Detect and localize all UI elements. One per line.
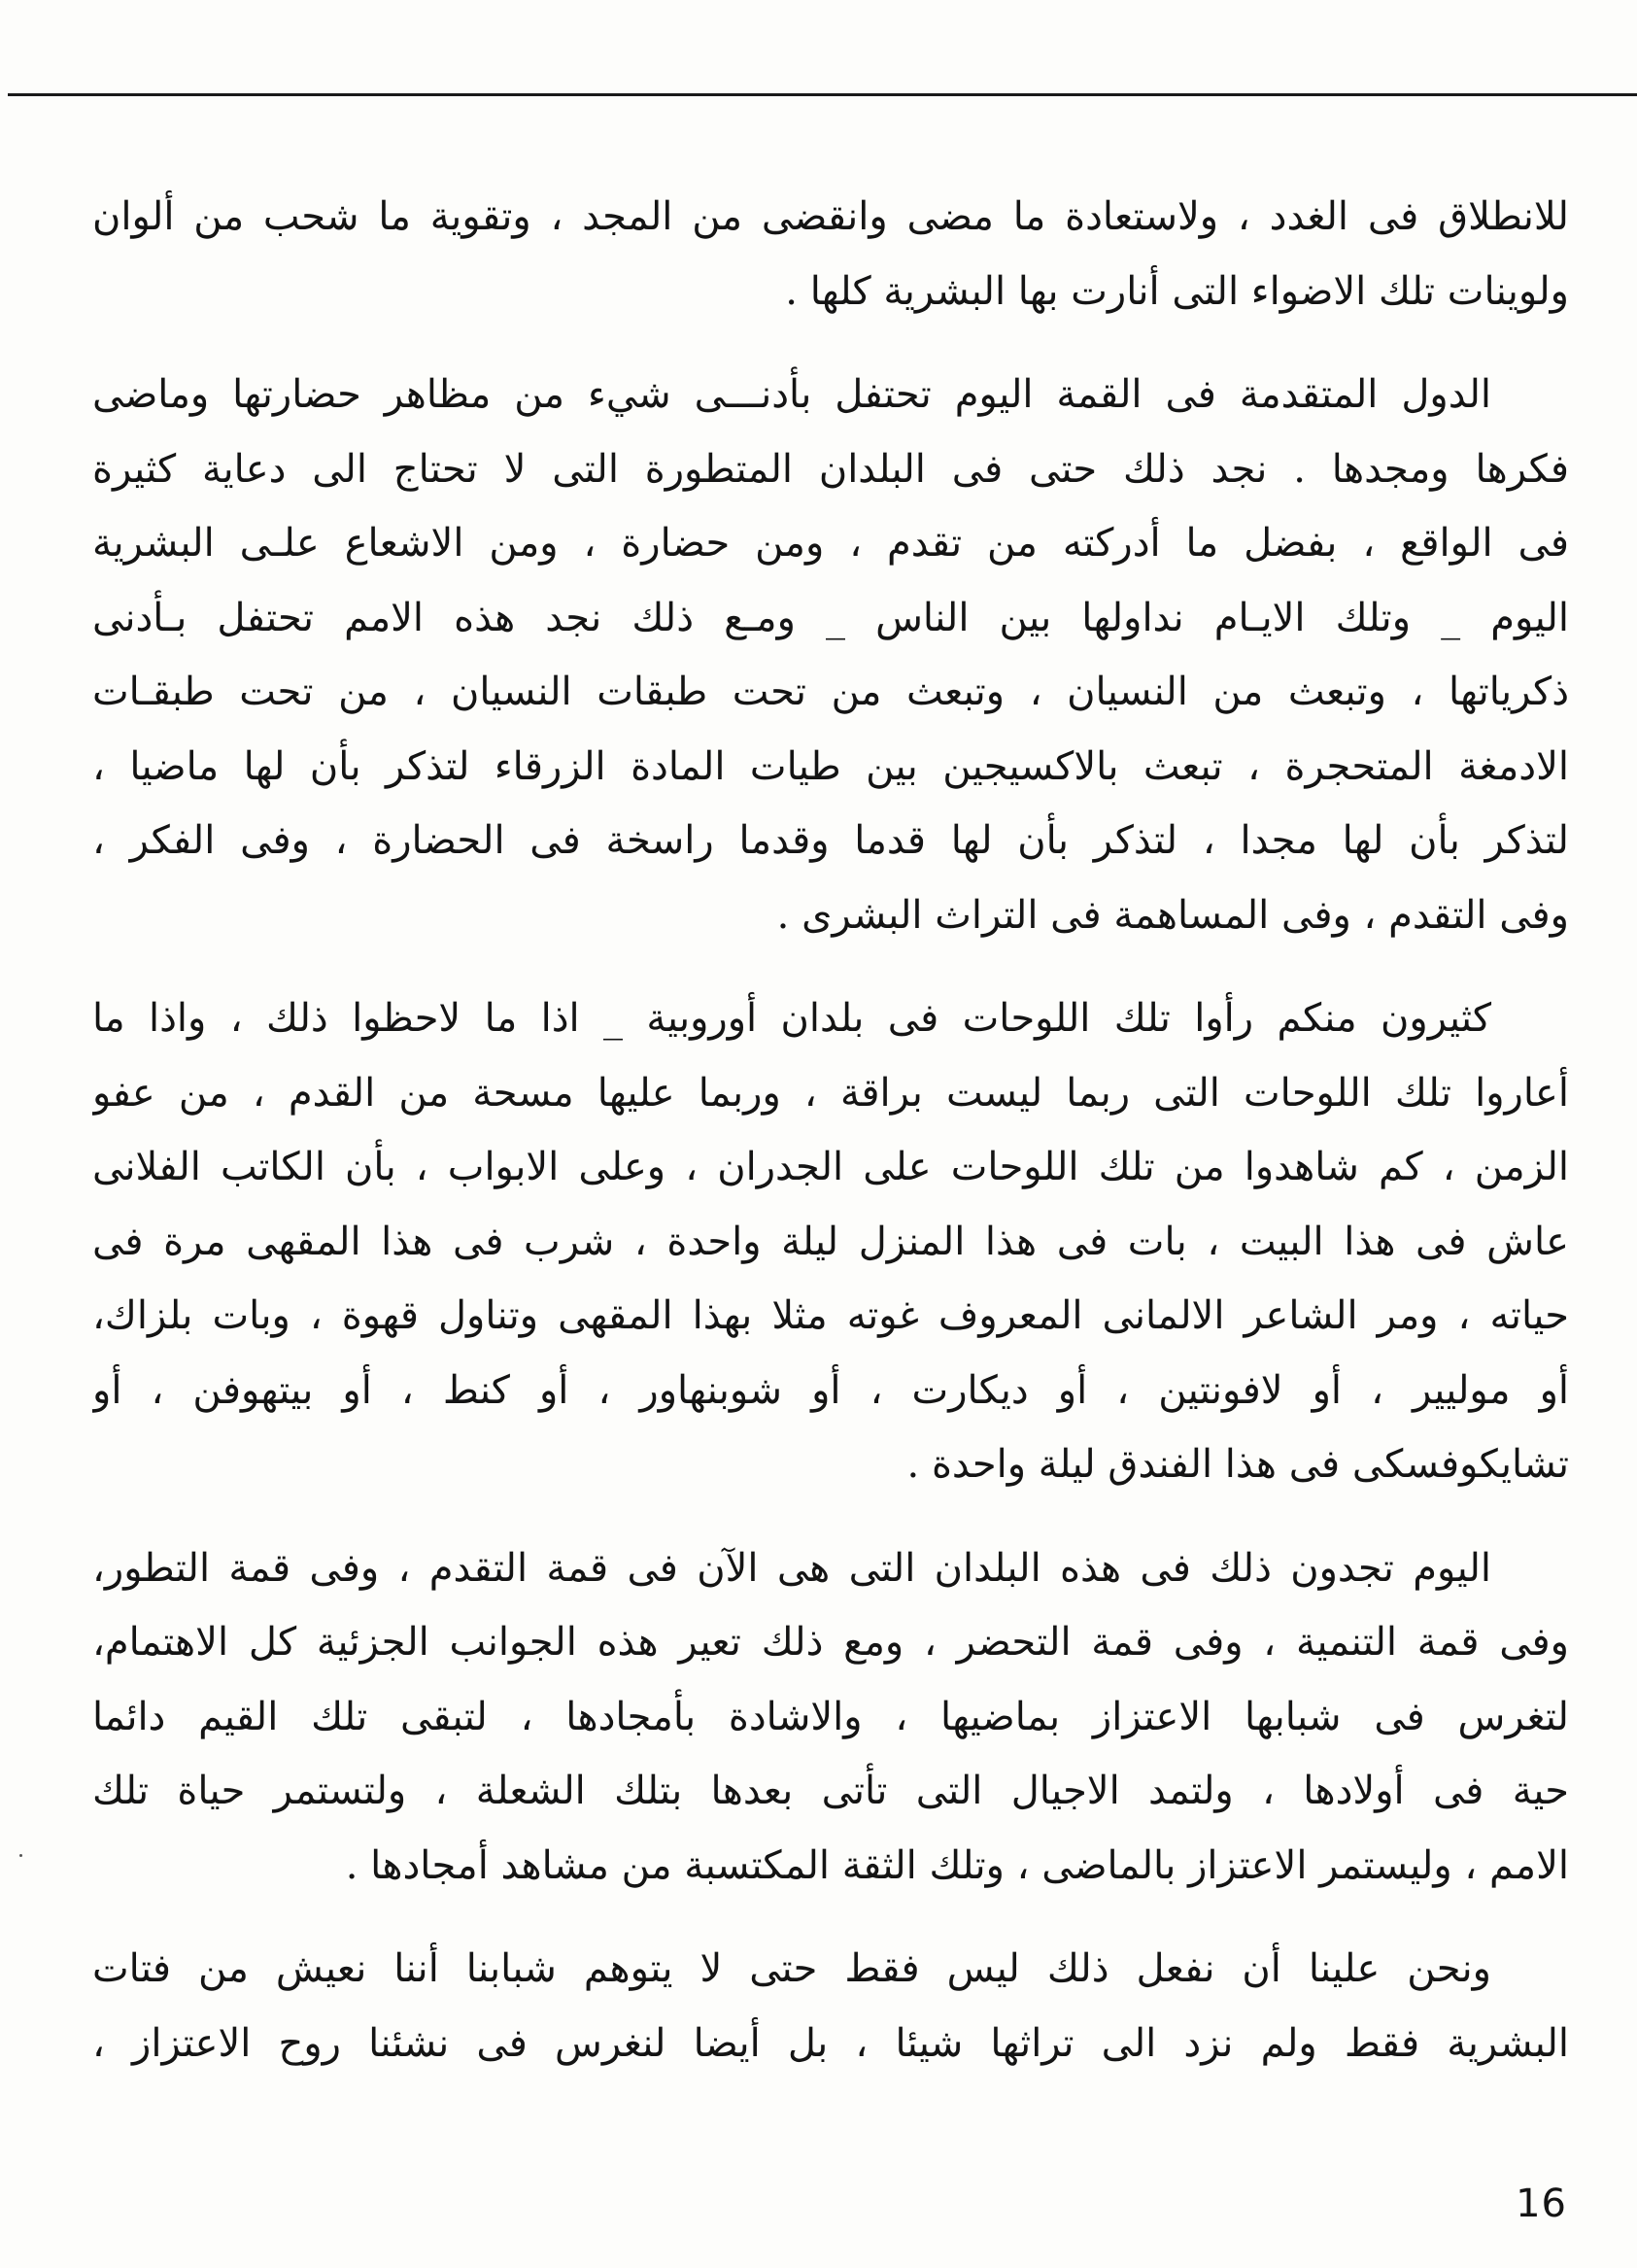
text-line: ذكرياتها ، وتبعث من النسيان ، وتبعث من تحت طبقات النسيان ، من تحت طبقـات [92, 670, 1569, 714]
paragraph-3 [92, 981, 1569, 1502]
page-number: 16 [1516, 2182, 1567, 2226]
text-line: الدول المتقدمة فى القمة اليوم تحتفل بأدنـــى شيء من مظاهر حضارتها وماضى [92, 372, 1491, 417]
text-line: لتذكر بأن لها مجدا ، لتذكر بأن لها قدما وقدما راسخة فى الحضارة ، وفى الفكر ، [92, 818, 1569, 863]
text-line: ونحن علينا أن نفعل ذلك ليس فقط حتى لا يتوهم شبابنا أننا نعيش من فتات [92, 1946, 1491, 1991]
text-line: كثيرون منكم رأوا تلك اللوحات فى بلدان أوروبية _ اذا ما لاحظوا ذلك ، واذا ما [92, 996, 1491, 1041]
scan-speck [19, 1854, 22, 1857]
text-line: البشرية فقط ولم نزد الى تراثها شيئا ، بل أيضا لنغرس فى نشئنا روح الاعتزاز ، [92, 2020, 1569, 2066]
text-line: الادمغة المتحجرة ، تبعث بالاكسيجين بين طيات المادة الزرقاء لتذكر بأن لها ماضيا ، [92, 743, 1569, 789]
top-rule-divider [8, 93, 1637, 96]
text-line: تشايكوفسكى فى هذا الفندق ليلة واحدة . [906, 1442, 1569, 1487]
text-line: الزمن ، كم شاهدوا من تلك اللوحات على الجدران ، وعلى الابواب ، بأن الكاتب الفلانى [92, 1145, 1569, 1189]
text-line: حية فى أولادها ، ولتمد الاجيال التى تأتى بعدها بتلك الشعلة ، ولتستمر حياة تلك [92, 1769, 1569, 1813]
text-line: أو موليير ، أو لافونتين ، أو ديكارت ، أو شوبنهاور ، أو كنط ، أو بيتهوفن ، أو [92, 1367, 1569, 1413]
text-line: اليوم _ وتلك الايـام نداولها بين الناس _ ومـع ذلك نجد هذه الامم تحتفل بـأدنى [92, 595, 1569, 640]
paragraph-1 [92, 180, 1569, 328]
text-line: الامم ، وليستمر الاعتزاز بالماضى ، وتلك الثقة المكتسبة من مشاهد أمجادها . [345, 1842, 1569, 1888]
text-line: فى الواقع ، بفضل ما أدركته من تقدم ، ومن حضارة ، ومن الاشعاع علـى البشرية [92, 521, 1569, 566]
paragraph-5 [92, 1932, 1569, 2080]
text-line: اليوم تجدون ذلك فى هذه البلدان التى هى الآن فى قمة التقدم ، وفى قمة التطور، [92, 1545, 1491, 1591]
text-line: وفى التقدم ، وفى المساهمة فى التراث البشرى . [776, 892, 1569, 938]
text-line: لتغرس فى شبابها الاعتزاز بماضيها ، والاشادة بأمجادها ، لتبقى تلك القيم دائما [92, 1694, 1569, 1739]
text-line: عاش فى هذا البيت ، بات فى هذا المنزل ليلة واحدة ، شرب فى هذا المقهى مرة فى [92, 1219, 1569, 1264]
text-line: حياته ، ومر الشاعر الالمانى المعروف غوته مثلا بهذا المقهى وتناول قهوة ، وبات بلزاك، [92, 1293, 1569, 1338]
text-line: وفى قمة التنمية ، وفى قمة التحضر ، ومع ذلك تعير هذه الجوانب الجزئية كل الاهتمام، [92, 1620, 1569, 1665]
paragraph-4 [92, 1531, 1569, 1904]
text-line: للانطلاق فى الغدد ، ولاستعادة ما مضى وانقضى من المجد ، وتقوية ما شحب من ألوان [92, 194, 1569, 239]
body-text [92, 180, 1569, 2080]
text-line: ولوينات تلك الاضواء التى أنارت بها البشرية كلها . [785, 268, 1569, 314]
text-line: فكرها ومجدها . نجد ذلك حتى فى البلدان المتطورة التى لا تحتاج الى دعاية كثيرة [92, 446, 1569, 492]
paragraph-2 [92, 358, 1569, 952]
text-line: أعاروا تلك اللوحات التى ربما ليست براقة ، وربما عليها مسحة من القدم ، من عفو [92, 1070, 1569, 1116]
